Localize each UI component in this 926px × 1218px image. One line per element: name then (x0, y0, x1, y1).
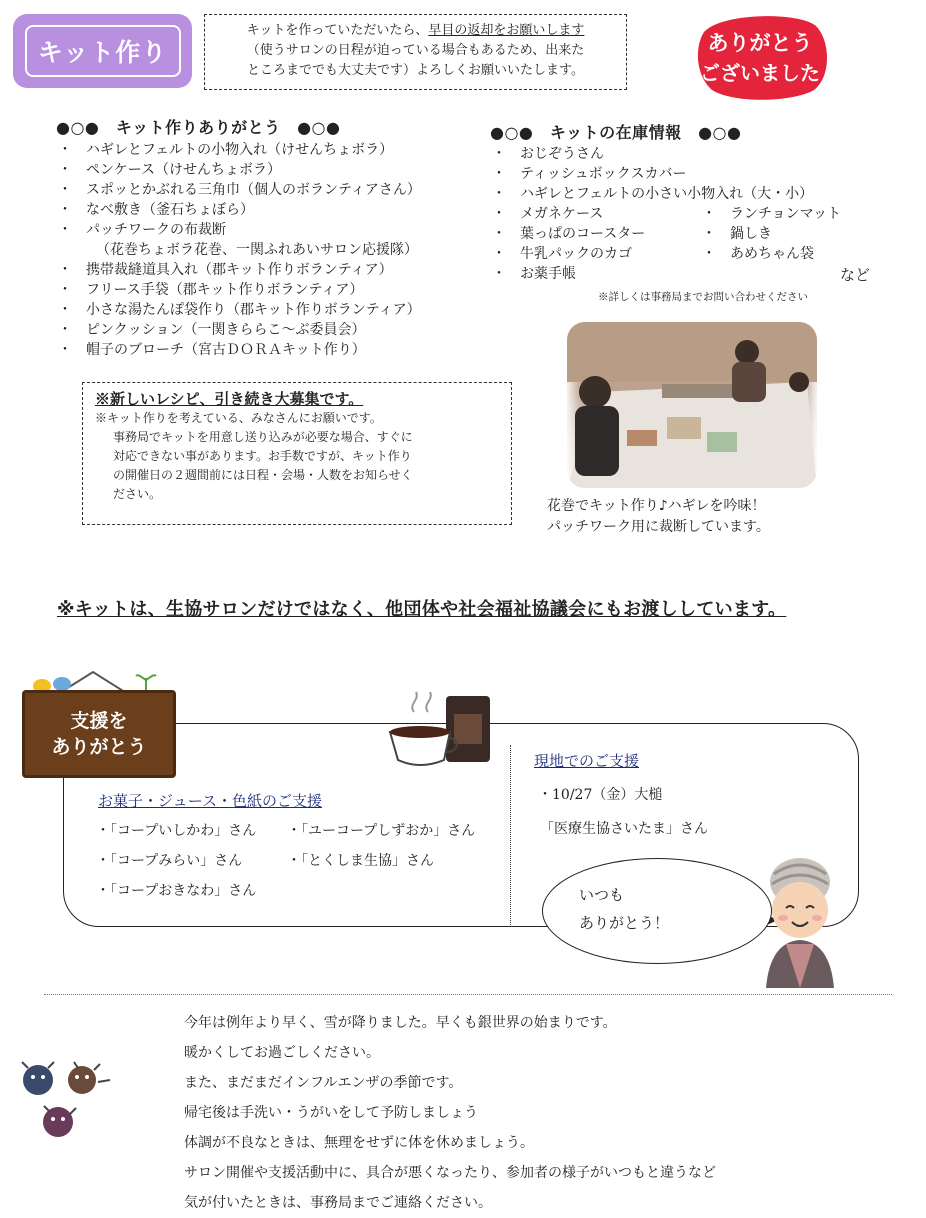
list-item: ・ 携帯裁縫道具入れ（郡キット作りボランティア） (58, 262, 393, 278)
kit-thanks-list (56, 140, 421, 360)
photo-caption-line1: 花巻でキット作り♪ハギレを吟味！ (547, 498, 766, 514)
snack-support-list (96, 816, 256, 906)
list-item: ・ パッチワークの布裁断 (58, 222, 226, 238)
sign-line1: 支援を (70, 710, 128, 732)
message-line: 帰宅後は手洗い・うがいをして予防しましょう (184, 1105, 478, 1121)
support-thanks-sign (22, 690, 176, 778)
list-item: ・ おじぞうさん (492, 146, 604, 162)
message-line: 体調が不良なときは、無理をせずに体を休めましょう。 (184, 1135, 534, 1151)
recipe-line1: ※キット作りを考えている、みなさんにお願いです。 (95, 411, 382, 425)
grandmother-icon (756, 852, 844, 988)
speech-line2: ありがとう！ (579, 914, 670, 932)
message-line: サロン開催や支援活動中に、具合が悪くなったり、参加者の様子がいつもと違うなど (184, 1165, 716, 1181)
sign-line2: ありがとう (51, 736, 147, 758)
return-notice (204, 14, 627, 90)
recipe-line5: ださい。 (113, 487, 162, 501)
list-item: ・「コープいしかわ」さん (96, 823, 257, 839)
local-support-date: ・10/27（金）大槌 (538, 787, 663, 803)
kit-distribution-note: ※キットは、生協サロンだけではなく、他団体や社会福祉協議会にもお渡ししています。 (57, 599, 787, 620)
local-support-title: 現地でのご支援 (534, 752, 640, 770)
section-separator (44, 994, 892, 995)
list-item: ・ あめちゃん袋 (702, 246, 814, 262)
notice-line1-prefix: キットを作っていただいたら、 (246, 23, 429, 38)
list-item: ・ ランチョンマット (702, 206, 842, 222)
thanks-stamp-line2: ございました (700, 61, 820, 85)
message-line: 暖かくしてお過ごしください。 (184, 1045, 380, 1061)
list-item: ・ ハギレとフェルトの小物入れ（けせんちょボラ） (58, 142, 394, 158)
list-item: ・「とくしま生協」さん (287, 853, 434, 869)
list-item: ・ お薬手帳 (492, 266, 576, 282)
list-item: ・ ハギレとフェルトの小さい小物入れ（大・小） (492, 186, 814, 202)
list-item: ・「コープおきなわ」さん (96, 883, 257, 899)
snack-support-list-right (287, 816, 475, 876)
germs-icon (14, 1050, 124, 1146)
recipe-request-box (82, 382, 512, 525)
coffee-icon (384, 690, 498, 772)
recipe-line2: 事務局でキットを用意し送り込みが必要な場合、すぐに (113, 430, 413, 444)
local-support-group: 「医療生協さいたま」さん (540, 821, 708, 837)
kit-making-photo (567, 322, 817, 488)
list-item: ・ 牛乳パックのカゴ (492, 246, 632, 262)
list-item: ・ 小さな湯たんぽ袋作り（郡キット作りボランティア） (58, 302, 421, 318)
kit-making-badge-label: キット作り (25, 25, 181, 77)
recipe-line3: 対応できない事があります。お手数ですが、キット作り (113, 449, 412, 463)
message-line: 気が付いたときは、事務局までご連絡ください。 (184, 1195, 492, 1211)
list-item: ・ ティッシュボックスカバー (492, 166, 687, 182)
list-item: ・ なべ敷き（釜石ちょぼら） (58, 202, 254, 218)
photo-caption (547, 496, 770, 538)
list-item: ・ ピンクッション（一関きららこ～ぶ委員会） (58, 322, 366, 338)
thanks-stamp (690, 12, 831, 100)
workshop-photo-illustration (567, 322, 817, 488)
stock-list-right (700, 204, 841, 264)
message-line: 今年は例年より早く、雪が降りました。早くも銀世界の始まりです。 (184, 1015, 617, 1031)
photo-caption-line2: パッチワーク用に裁断しています。 (547, 519, 770, 535)
notice-line1-emphasis: 早目の返却をお願いします (428, 23, 585, 38)
notice-line3: ところまででも大丈夫です）よろしくお願いいたします。 (247, 63, 584, 78)
list-item-continuation: （花巻ちょボラ花巻、一関ふれあいサロン応援隊） (96, 242, 418, 258)
stock-etc: など (840, 266, 871, 284)
seasonal-message (184, 1008, 716, 1218)
speech-line1: いつも (579, 886, 625, 904)
list-item: ・ メガネケース (492, 206, 604, 222)
notice-line2: （使うサロンの日程が迫っている場合もあるため、出来た (246, 43, 585, 58)
message-line: また、まだまだインフルエンザの季節です。 (184, 1075, 463, 1091)
speech-bubble (542, 858, 772, 964)
stock-heading: ●○● キットの在庫情報 ●○● (490, 123, 742, 142)
kit-thanks-heading: ●○● キット作りありがとう ●○● (56, 118, 341, 137)
stock-note: ※詳しくは事務局までお問い合わせください (598, 291, 808, 303)
recipe-line4: の開催日の２週間前には日程・会場・人数をお知らせく (113, 468, 413, 482)
recipe-title: ※新しいレシピ、引き続き大募集です。 (95, 390, 364, 408)
list-item: ・ 帽子のブローチ（宮古ＤＯＲＡキット作り） (58, 342, 366, 358)
list-item: ・「コープみらい」さん (96, 853, 243, 869)
thanks-stamp-line1: ありがとう (707, 31, 813, 55)
support-divider (510, 745, 511, 925)
kit-making-badge (13, 14, 192, 88)
list-item: ・ ペンケース（けせんちょボラ） (58, 162, 282, 178)
snack-support-title: お菓子・ジュース・色紙のご支援 (98, 792, 322, 810)
list-item: ・ フリース手袋（郡キット作りボランティア） (58, 282, 364, 298)
list-item: ・ 鍋しき (702, 226, 772, 242)
list-item: ・「ユーコープしずおか」さん (287, 823, 476, 839)
list-item: ・ 葉っぱのコースター (492, 226, 646, 242)
list-item: ・ スポッとかぶれる三角巾（個人のボランティアさん） (58, 182, 421, 198)
